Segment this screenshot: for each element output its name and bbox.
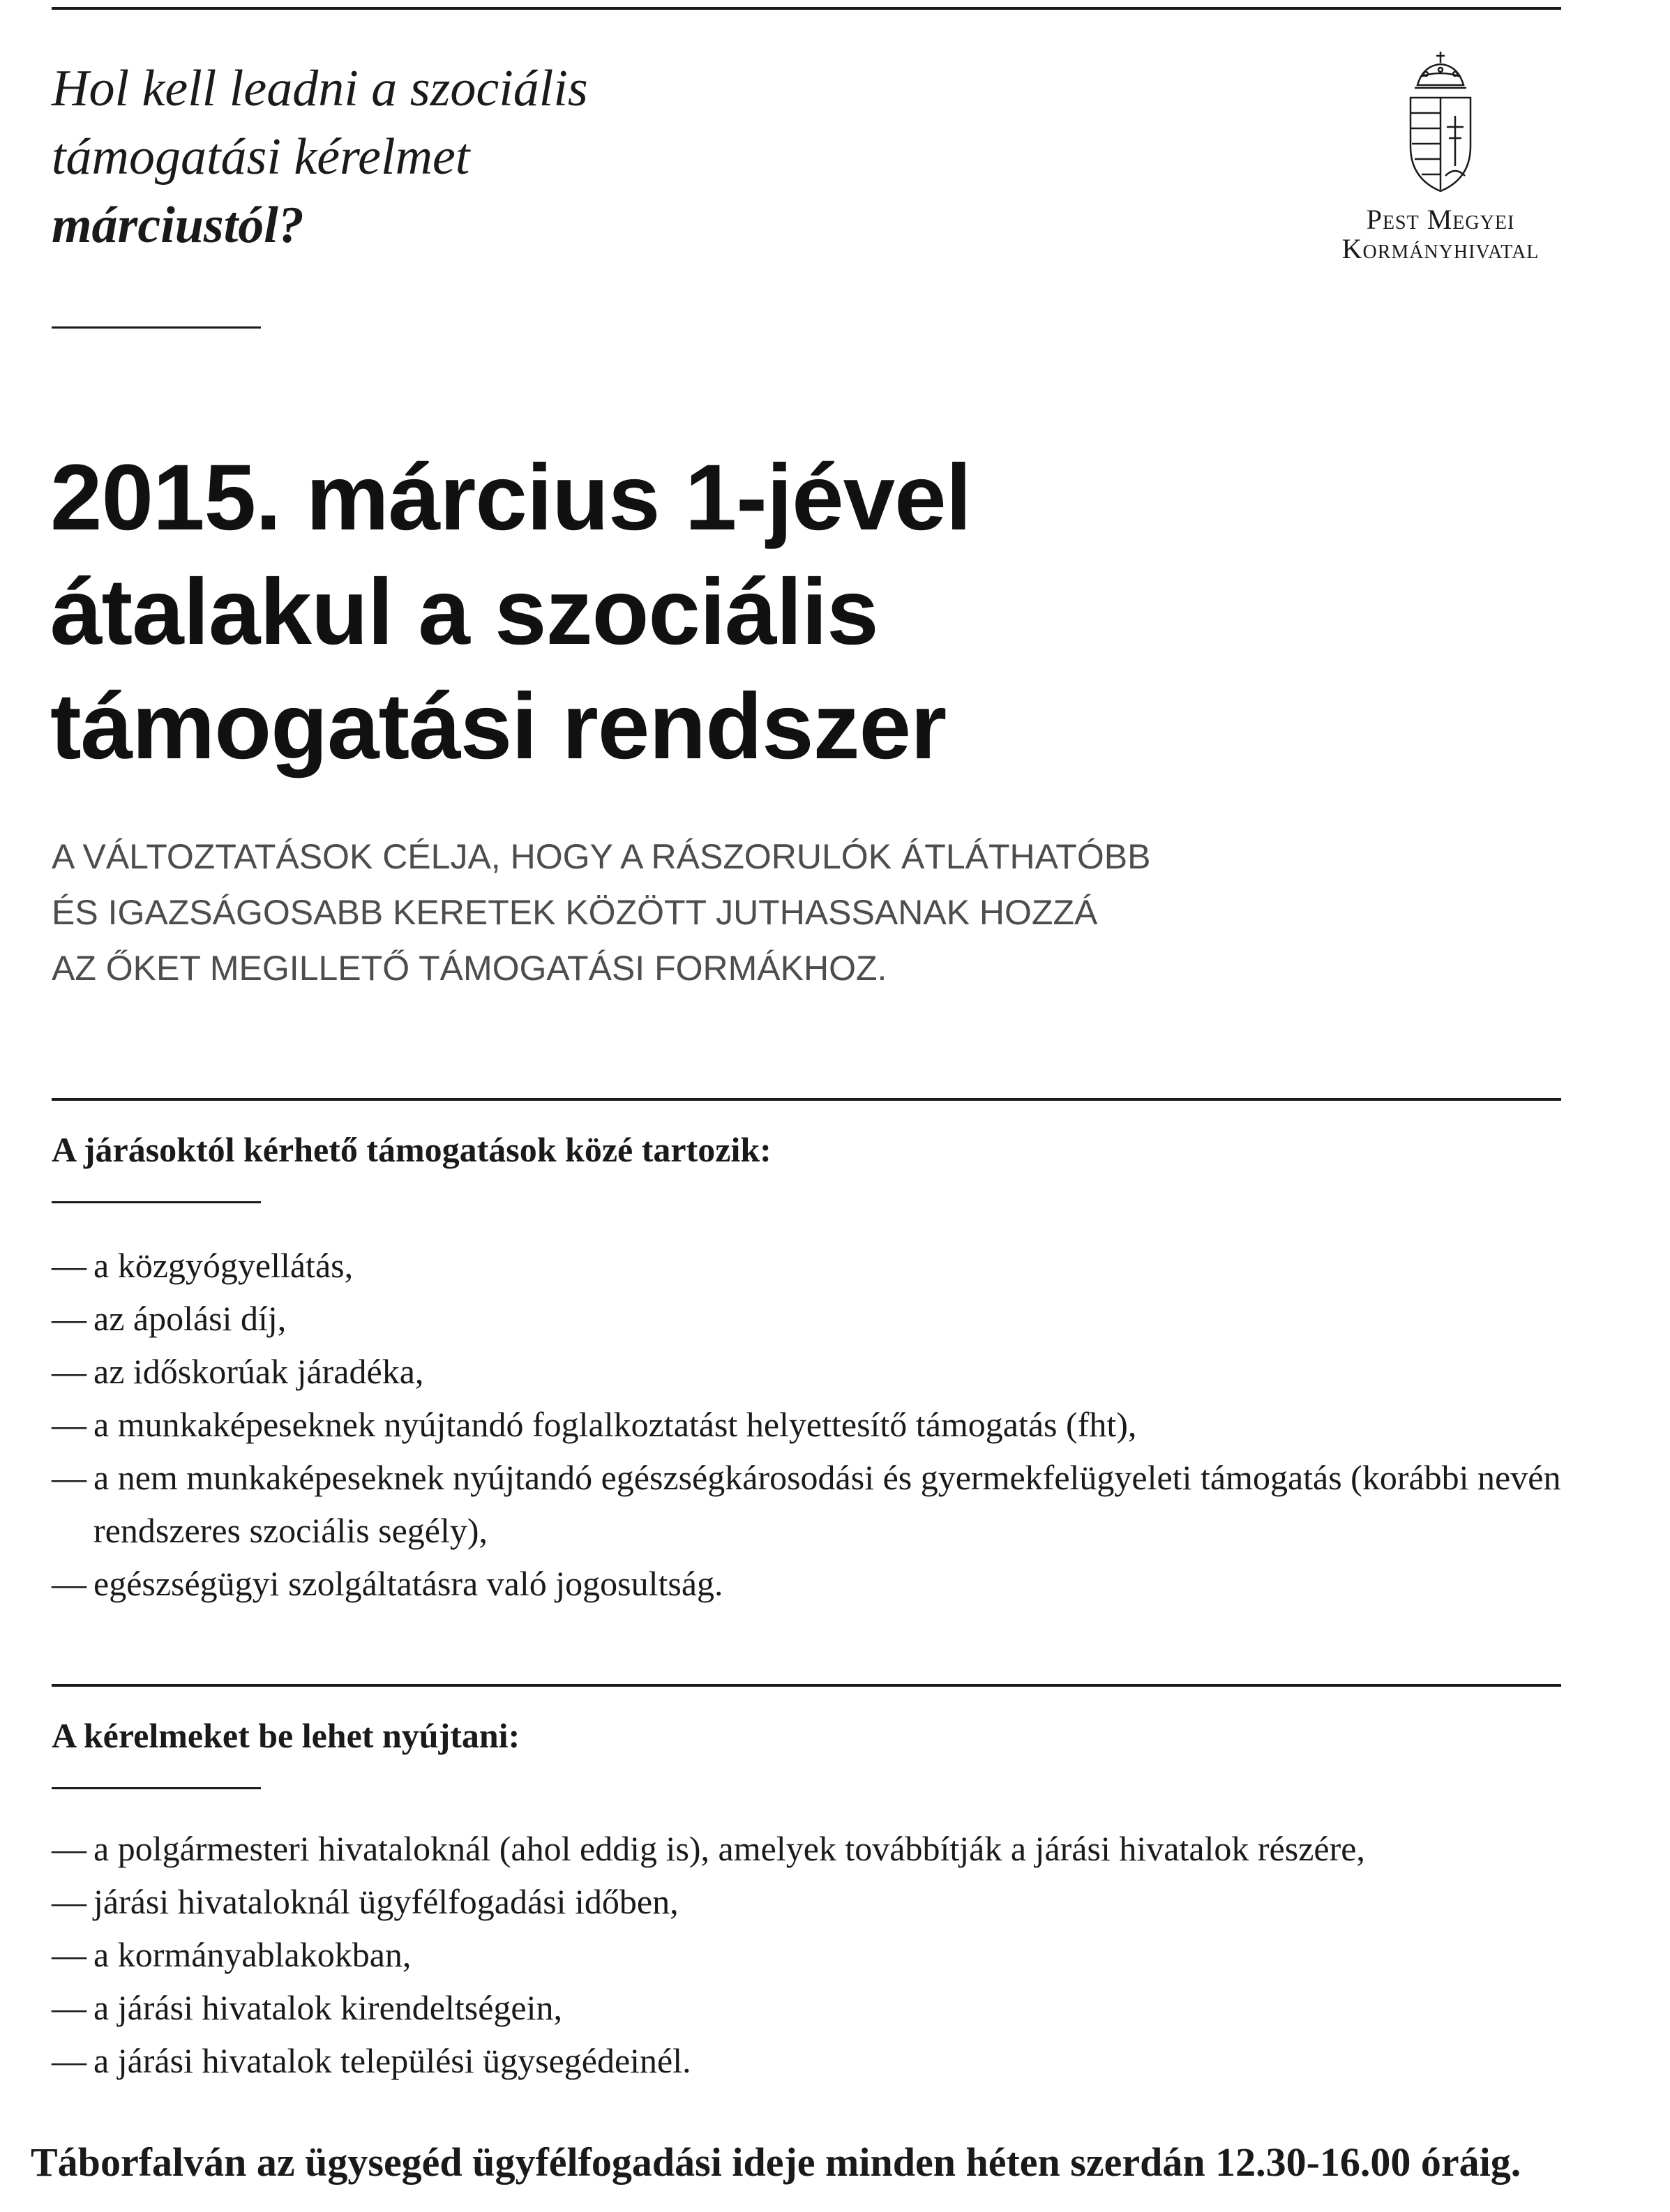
hungarian-coat-of-arms-icon <box>1402 49 1479 195</box>
list-item <box>52 1822 1586 1875</box>
dash: — <box>52 1458 86 1497</box>
footer-note: Táborfalván az ügysegéd ügyfélfogadási ideje minden héten szerdán 12.30-16.00 óráig. <box>31 2139 1521 2185</box>
list-item <box>52 1239 1586 1292</box>
dash: — <box>52 1988 86 2027</box>
intro-line-2: támogatási kérelmet <box>52 128 470 186</box>
list-item-text: a közgyógyellátás, <box>93 1246 354 1285</box>
list-item <box>52 1292 1586 1345</box>
lead-line-3: AZ ŐKET MEGILLETŐ TÁMOGATÁSI FORMÁKHOZ. <box>52 949 887 988</box>
dash: — <box>52 1935 86 1974</box>
office-name-line-2: Kormányhivatal <box>1341 233 1540 264</box>
intro-line-3: márciustól? <box>52 197 304 254</box>
section-2-heading: A kérelmeket be lehet nyújtani: <box>52 1716 520 1755</box>
intro-question <box>52 54 1028 259</box>
page-title-line-2: átalakul a szociális <box>50 560 878 664</box>
lead-line-1: A VÁLTOZTATÁSOK CÉLJA, HOGY A RÁSZORULÓK ÁTLÁTHATÓBB <box>52 837 1151 876</box>
list-item-text: a munkaképeseknek nyújtandó foglalkoztatást helyettesítő támogatás (fht), <box>93 1405 1137 1444</box>
office-name-line-1: Pest Megyei <box>1366 204 1515 235</box>
dash: — <box>52 1564 86 1603</box>
office-name <box>1311 205 1570 264</box>
list-item <box>52 1875 1586 1928</box>
dash: — <box>52 1352 86 1391</box>
list-item-text: a nem munkaképeseknek nyújtandó egészségkárosodási és gyermekfelügyeleti támogatás (korábbi nevén rendszeres szociális segély), <box>93 1458 1561 1550</box>
list-item-text: az ápolási díj, <box>93 1299 287 1338</box>
list-item-text: járási hivataloknál ügyfélfogadási időben, <box>93 1882 679 1921</box>
section-1-short-divider <box>52 1201 261 1203</box>
list-item-text: a járási hivatalok települési ügysegédeinél. <box>93 2041 691 2080</box>
dash: — <box>52 1405 86 1444</box>
list-item <box>52 1398 1586 1451</box>
dash: — <box>52 1882 86 1921</box>
page-title-line-3: támogatási rendszer <box>50 675 947 778</box>
lead-paragraph <box>52 829 1517 996</box>
dash: — <box>52 2041 86 2080</box>
list-item <box>52 1981 1586 2034</box>
list-item <box>52 1345 1586 1398</box>
list-item-text: egészségügyi szolgáltatásra való jogosultság. <box>93 1564 723 1603</box>
office-logo <box>1311 49 1570 264</box>
list-item-text: a járási hivatalok kirendeltségein, <box>93 1988 562 2027</box>
intro-line-1: Hol kell leadni a szociális <box>52 60 588 117</box>
section-2-divider <box>52 1684 1561 1687</box>
top-divider <box>52 7 1561 10</box>
list-item <box>52 1451 1586 1557</box>
benefits-list <box>52 1239 1586 1610</box>
list-item <box>52 1557 1586 1610</box>
intro-short-divider <box>52 326 261 329</box>
dash: — <box>52 1829 86 1868</box>
list-item <box>52 1928 1586 1981</box>
dash: — <box>52 1299 86 1338</box>
lead-line-2: ÉS IGAZSÁGOSABB KERETEK KÖZÖTT JUTHASSANAK HOZZÁ <box>52 893 1098 932</box>
section-2-short-divider <box>52 1787 261 1789</box>
submission-places-list <box>52 1822 1586 2087</box>
section-1-divider <box>52 1098 1561 1101</box>
page-title-line-1: 2015. március 1-jével <box>50 446 971 550</box>
section-1-heading: A járásoktól kérhető támogatások közé tartozik: <box>52 1130 772 1169</box>
page-title <box>50 441 1515 784</box>
list-item-text: a kormányablakokban, <box>93 1935 412 1974</box>
dash: — <box>52 1246 86 1285</box>
list-item-text: az időskorúak járadéka, <box>93 1352 424 1391</box>
list-item <box>52 2034 1586 2087</box>
list-item-text: a polgármesteri hivataloknál (ahol eddig is), amelyek továbbítják a járási hivatalok részére, <box>93 1829 1365 1868</box>
